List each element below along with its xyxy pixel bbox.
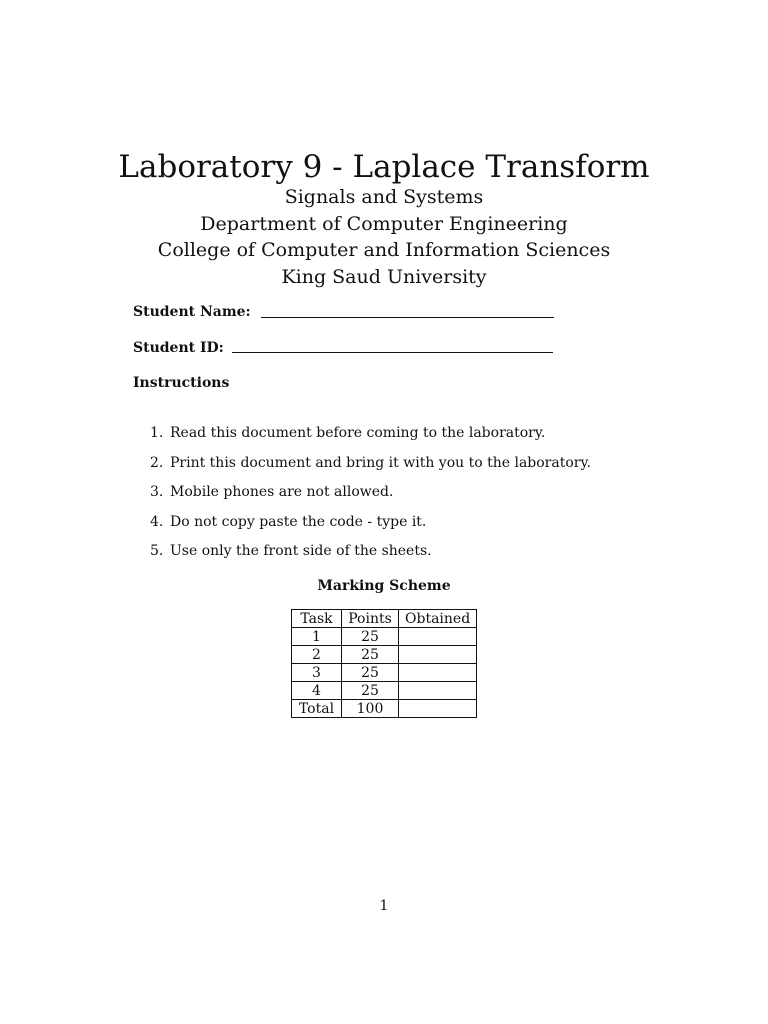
department-name: Department of Computer Engineering [200, 213, 568, 235]
item-number: 5. [150, 543, 164, 559]
task-cell: Total [292, 700, 342, 718]
header-points: Points [342, 610, 399, 628]
instructions-list [150, 424, 591, 572]
obtained-cell [399, 700, 477, 718]
task-cell: 3 [292, 664, 342, 682]
header-obtained: Obtained [399, 610, 477, 628]
points-cell: 25 [342, 664, 399, 682]
obtained-cell [399, 682, 477, 700]
college-name: College of Computer and Information Sciences [157, 239, 611, 261]
list-item [150, 513, 591, 543]
points-cell: 25 [342, 646, 399, 664]
list-item [150, 454, 591, 484]
marking-scheme-table [291, 609, 477, 718]
student-name-label: Student Name: [133, 304, 251, 320]
item-number: 1. [150, 425, 164, 441]
item-text: Print this document and bring it with you to the laboratory. [170, 454, 591, 471]
list-item [150, 483, 591, 513]
item-number: 4. [150, 513, 164, 530]
item-number: 3. [150, 484, 164, 500]
list-item [150, 542, 591, 572]
instructions-heading: Instructions [133, 375, 230, 391]
table-row [292, 682, 477, 700]
task-cell: 4 [292, 682, 342, 700]
student-name-line [261, 317, 554, 318]
list-item [150, 424, 591, 454]
student-id-label: Student ID: [133, 340, 224, 356]
task-cell: 1 [292, 628, 342, 646]
obtained-cell [399, 628, 477, 646]
table-row-total [292, 700, 477, 718]
obtained-cell [399, 646, 477, 664]
item-number: 2. [150, 454, 164, 471]
marking-scheme-caption: Marking Scheme [317, 578, 451, 594]
table-row [292, 646, 477, 664]
document-title: Laboratory 9 - Laplace Transform [118, 149, 650, 185]
obtained-cell [399, 664, 477, 682]
points-cell: 25 [342, 682, 399, 700]
table-row [292, 664, 477, 682]
item-text: Mobile phones are not allowed. [170, 484, 394, 500]
page-number: 1 [379, 898, 389, 914]
points-cell: 100 [342, 700, 399, 718]
table-header-row [292, 610, 477, 628]
course-name: Signals and Systems [284, 186, 484, 208]
header-task: Task [292, 610, 342, 628]
student-id-line [232, 352, 553, 353]
task-cell: 2 [292, 646, 342, 664]
table-row [292, 628, 477, 646]
item-text: Use only the front side of the sheets. [170, 543, 432, 559]
item-text: Read this document before coming to the laboratory. [170, 425, 546, 441]
points-cell: 25 [342, 628, 399, 646]
university-name: King Saud University [281, 266, 487, 288]
item-text: Do not copy paste the code - type it. [170, 513, 427, 530]
